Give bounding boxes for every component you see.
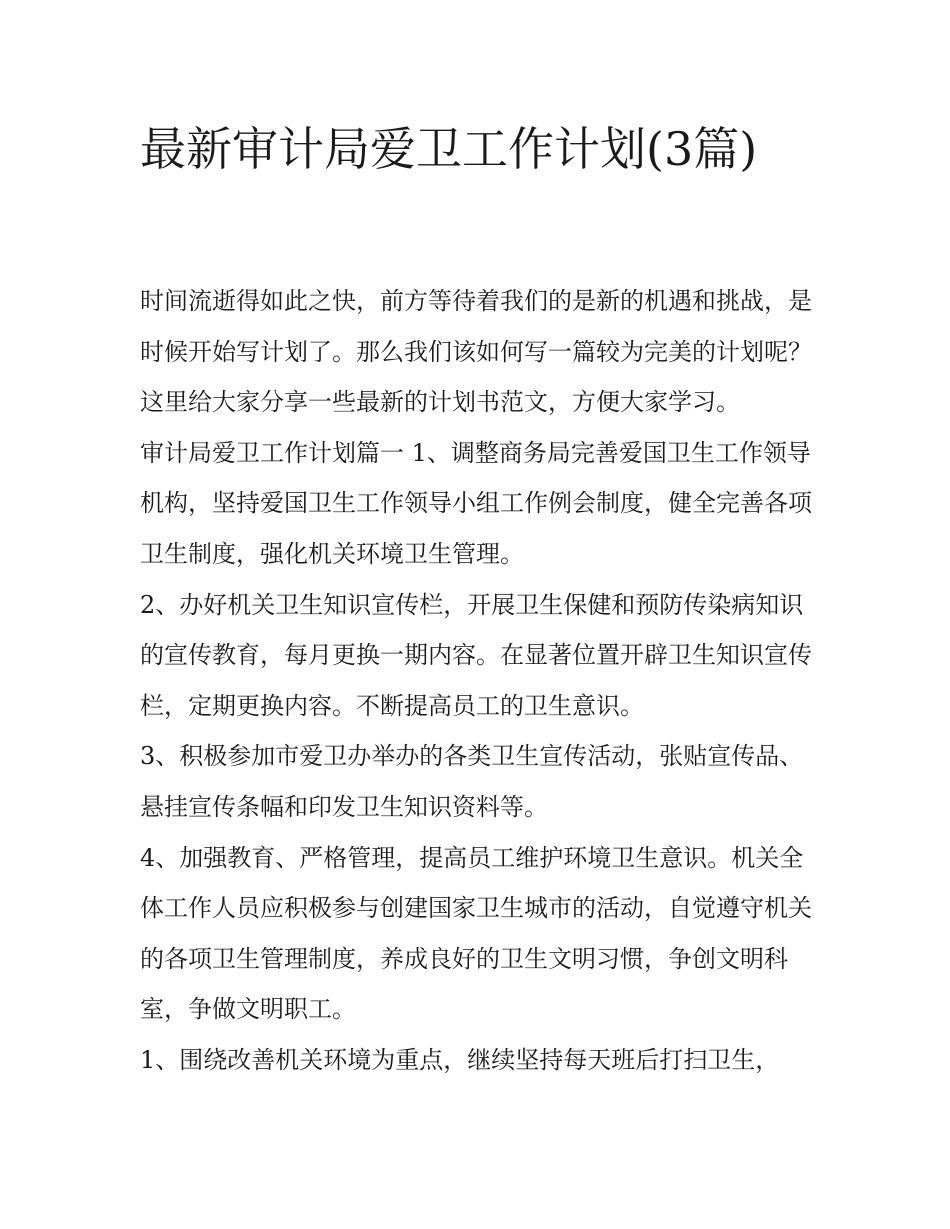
document-body <box>140 276 812 1086</box>
paragraph-item-2: 2、办好机关卫生知识宣传栏，开展卫生保健和预防传染病知识的宣传教育，每月更换一期内容。在显著位置开辟卫生知识宣传栏，定期更换内容。不断提高员工的卫生意识。 <box>140 590 812 720</box>
paragraph-item-3: 3、积极参加市爱卫办举办的各类卫生宣传活动，张贴宣传品、悬挂宣传条幅和印发卫生知识资料等。 <box>140 742 804 821</box>
paragraph-item-5: 1、围绕改善机关环境为重点，继续坚持每天班后打扫卫生， <box>140 1045 780 1074</box>
paragraph-item-4: 4、加强教育、严格管理，提高员工维护环境卫生意识。机关全体工作人员应积极参与创建国家卫生城市的活动，自觉遵守机关的各项卫生管理制度，养成良好的卫生文明习惯，争创文明科室，争做文明职工。 <box>140 843 812 1024</box>
document-title: 最新审计局爱卫工作计划(3篇) <box>140 122 758 176</box>
paragraph-item-1: 审计局爱卫工作计划篇一 1、调整商务局完善爱国卫生工作领导机构，坚持爱国卫生工作领导小组工作例会制度，健全完善各项卫生制度，强化机关环境卫生管理。 <box>140 438 812 568</box>
paragraph-intro: 时间流逝得如此之快，前方等待着我们的是新的机遇和挑战，是时候开始写计划了。那么我们该如何写一篇较为完美的计划呢？这里给大家分享一些最新的计划书范文，方便大家学习。 <box>140 287 812 417</box>
